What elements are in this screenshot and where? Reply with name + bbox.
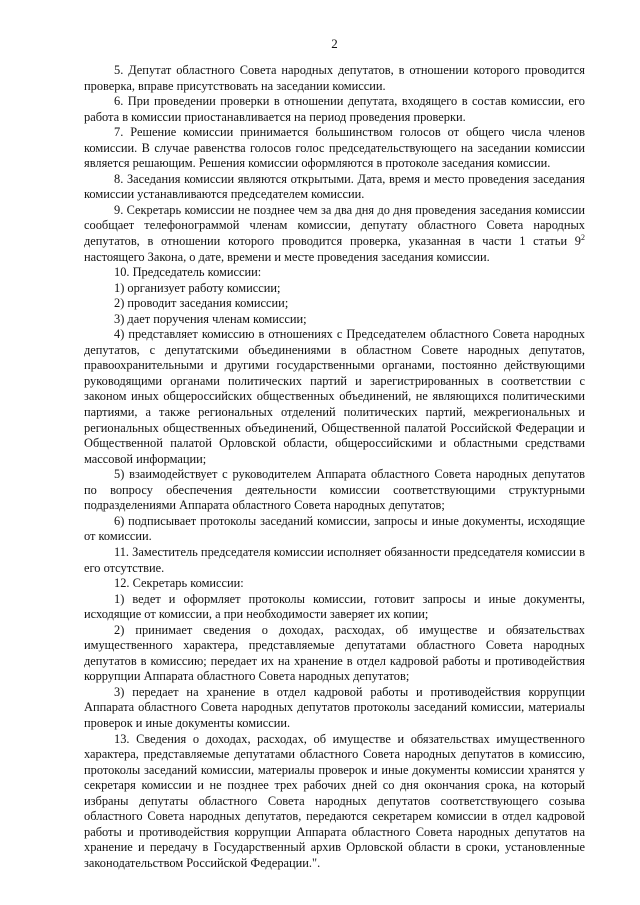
paragraph-9-text: 9. Секретарь комиссии не позднее чем за два дня до дня проведения заседания комиссии сообщает телефонограммой членам комиссии, депутату областного Совета народных депутатов, в отношении которого проводится проверка, указанная в части 1 статьи 9 xyxy=(84,202,585,249)
chair-duty-4: 4) представляет комиссию в отношениях с Председателем областного Совета народных депутатов, с депутатскими объединениями в областном Совете народных депутатов, правоохранительными и другими государственными органами, постоянно действующими руководящими органами политических партий и зарегистрированных в соответствии с законом иных общероссийских общественных объединений, не являющихся политическими партиями, а также региональных отделений политических партий, межрегиональных и региональных общественных объединений, Общественной палатой Российской Федерации и Общественной палатой Орловской области, общероссийскими и областными средствами массовой информации; xyxy=(84,327,585,466)
chair-duty-2: 2) проводит заседания комиссии; xyxy=(114,296,289,311)
chair-duty-5: 5) взаимодействует с руководителем Аппарата областного Совета народных депутатов по вопросу обеспечения деятельности комиссии соответствующими структурными подразделениями Аппарата областного Совета народных депутатов; xyxy=(84,467,585,513)
paragraph-8: 8. Заседания комиссии являются открытыми. Дата, время и место проведения заседания комиссии устанавливаются председателем комиссии. xyxy=(84,171,585,202)
page-number: 2 xyxy=(331,36,338,51)
paragraph-6: 6. При проведении проверки в отношении депутата, входящего в состав комиссии, его работа в комиссии приостанавливается на период проведения проверки. xyxy=(84,94,585,124)
paragraph-10: 10. Председатель комиссии: xyxy=(114,265,262,280)
paragraph-11: 11. Заместитель председателя комиссии исполняет обязанности председателя комиссии в его отсутствие. xyxy=(84,544,585,575)
article-superscript: 2 xyxy=(581,232,585,242)
paragraph-7: 7. Решение комиссии принимается большинством голосов от общего числа членов комиссии. В случае равенства голосов голос председательствующего на заседании комиссии является решающим. Решения комиссии оформляются в протоколе заседания комиссии. xyxy=(84,125,585,171)
paragraph-13: 13. Сведения о доходах, расходах, об имуществе и обязательствах имущественного характера, представляемые депутатами областного Совета народных депутатов в комиссию, протоколы заседаний комиссии, материалы проверок и иные документы комиссии хранятся у секретаря комиссии и не позднее трех рабочих дней со дня окончания срока, на который избраны депутаты областного Совета народных депутатов соответствующего созыва областного Совета народных депутатов, передаются секретарем комиссии в отдел кадровой работы и противодействия коррупции Аппарата областного Совета народных депутатов на хранение и передачу в Государственный архив Орловской области в сроки, установленные законодательством Российской Федерации.". xyxy=(84,731,585,870)
paragraph-9-text-end: настоящего Закона, о дате, времени и месте проведения заседания комиссии. xyxy=(84,249,490,264)
document-body xyxy=(84,63,585,871)
chair-duty-3: 3) дает поручения членам комиссии; xyxy=(114,311,307,326)
secretary-duty-3: 3) передает на хранение в отдел кадровой работы и противодействия коррупции Аппарата областного Совета народных депутатов протоколы заседаний комиссии, материалы проверок и иные документы комиссии. xyxy=(84,684,585,730)
chair-duty-1: 1) организует работу комиссии; xyxy=(114,280,281,295)
paragraph-12: 12. Секретарь комиссии: xyxy=(114,576,244,591)
chair-duty-6: 6) подписывает протоколы заседаний комиссии, запросы и иные документы, исходящие от комиссии. xyxy=(84,513,585,544)
paragraph-5: 5. Депутат областного Совета народных депутатов, в отношении которого проводится проверка, вправе присутствовать на заседании комиссии. xyxy=(84,63,585,93)
secretary-duty-1: 1) ведет и оформляет протоколы комиссии, готовит запросы и иные документы, исходящие от комиссии, а при необходимости заверяет их копии; xyxy=(84,591,585,622)
secretary-duty-2: 2) принимает сведения о доходах, расходах, об имуществе и обязательствах имущественного характера, представляемые депутатами областного Совета народных депутатов в комиссию; передает их на хранение в отдел кадровой работы и противодействия коррупции Аппарата областного Совета народных депутатов; xyxy=(84,622,585,684)
paragraph-9 xyxy=(84,203,585,265)
